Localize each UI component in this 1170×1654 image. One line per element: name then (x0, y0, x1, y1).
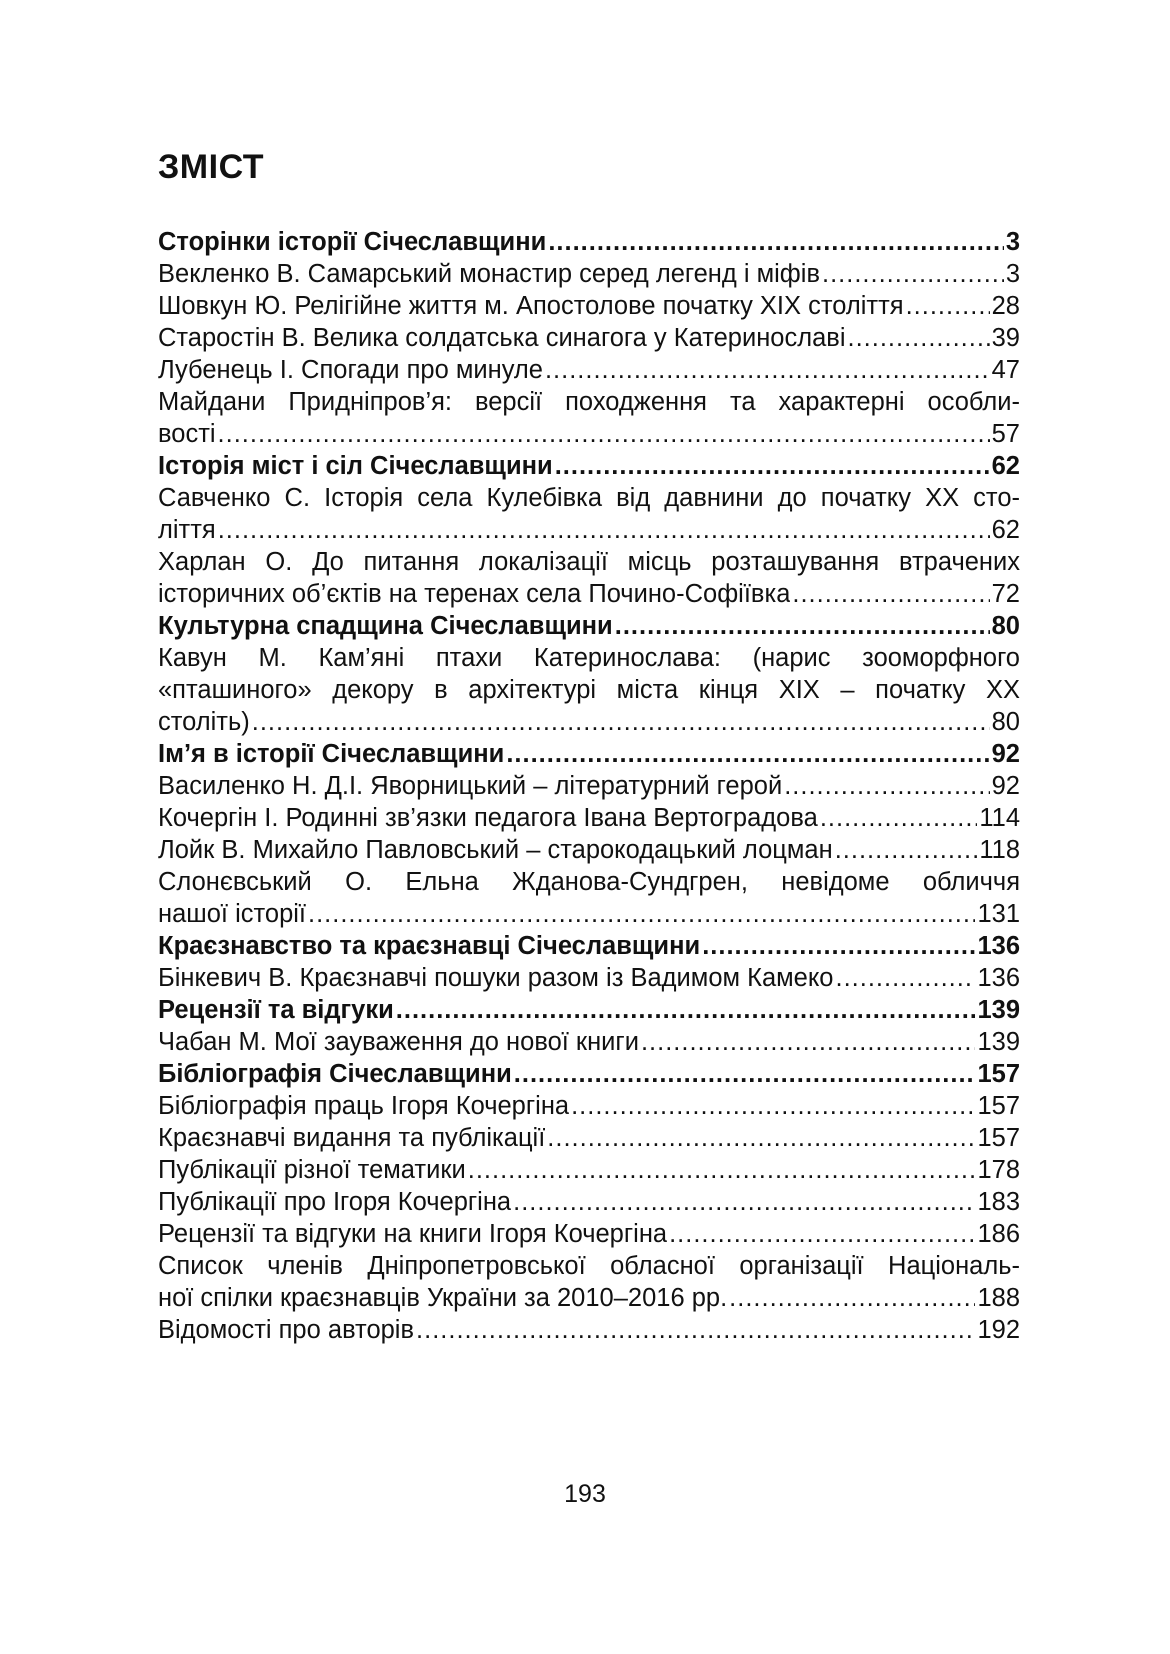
toc-page-number: 157 (977, 1092, 1020, 1120)
dot-leader (416, 1314, 975, 1346)
toc-section-title: Бібліографія Січеславщини (158, 1060, 512, 1088)
toc-entry-title: Векленко В. Самарський монастир серед легенд і міфів (158, 260, 820, 288)
toc-page-number: 192 (977, 1316, 1020, 1344)
toc-line (158, 546, 1020, 578)
toc-line (158, 1058, 1020, 1090)
toc-entry-title: Рецензії та відгуки на книги Ігоря Кочергіна (158, 1220, 668, 1248)
toc-entry (158, 354, 1020, 386)
toc-page-number: 28 (991, 292, 1020, 320)
toc-entry-title: Публікації різної тематики (158, 1156, 466, 1184)
toc-line (158, 1250, 1020, 1282)
dot-leader (820, 802, 978, 834)
toc-line (158, 610, 1020, 642)
dot-leader (641, 1026, 975, 1058)
toc-line (158, 290, 1020, 322)
toc-section-title: Сторінки історії Січеславщини (158, 228, 547, 256)
toc-line (158, 674, 1020, 706)
dot-leader (547, 1122, 975, 1154)
dot-leader (836, 962, 976, 994)
dot-leader (555, 450, 990, 482)
toc-line (158, 1282, 1020, 1314)
dot-leader (514, 1058, 976, 1090)
toc-entry-title: Лубенець І. Спогади про минуле (158, 356, 543, 384)
toc-entry (158, 770, 1020, 802)
toc-page-number: 47 (991, 356, 1020, 384)
toc-entry-title: Слонєвський О. Ельна Жданова-Сундгрен, невідоме обличчя (158, 868, 1020, 896)
toc-section (158, 226, 1020, 258)
toc-entry (158, 290, 1020, 322)
toc-section (158, 610, 1020, 642)
toc-entry-title: вості (158, 420, 216, 448)
toc-page-number: 62 (991, 452, 1020, 480)
toc-page-number: 80 (991, 708, 1020, 736)
dot-leader (835, 834, 978, 866)
dot-leader (548, 226, 1004, 258)
toc-entry-title: ної спілки краєзнавців України за 2010–2016 рр. (158, 1284, 728, 1312)
toc-section-title: Культурна спадщина Січеславщини (158, 612, 613, 640)
toc-section (158, 738, 1020, 770)
toc-page-number: 80 (991, 612, 1020, 640)
dot-leader (729, 1282, 975, 1314)
toc-section (158, 930, 1020, 962)
toc-page-number: 62 (991, 516, 1020, 544)
dot-leader (506, 738, 989, 770)
toc-line (158, 258, 1020, 290)
dot-leader (218, 418, 990, 450)
toc-section (158, 450, 1020, 482)
toc-page-number: 72 (991, 580, 1020, 608)
toc-entry-title: Лойк В. Михайло Павловський – старокодацький лоцман (158, 836, 833, 864)
toc-page-number: 131 (977, 900, 1020, 928)
toc-entry-title: нашої історії (158, 900, 306, 928)
toc-entry (158, 1186, 1020, 1218)
toc-page-number: 118 (979, 836, 1020, 864)
toc-entry-title: Кочергін І. Родинні зв’язки педагога Івана Вертоградова (158, 804, 818, 832)
toc-page-number: 92 (991, 772, 1020, 800)
toc-line (158, 866, 1020, 898)
toc-entry-title: Старостін В. Велика солдатська синагога у Катеринославі (158, 324, 846, 352)
toc-page-number: 114 (979, 804, 1020, 832)
toc-entry (158, 546, 1020, 610)
toc-entry (158, 802, 1020, 834)
toc-line (158, 706, 1020, 738)
dot-leader (513, 1186, 975, 1218)
toc-entry-title: історичних об’єктів на теренах села Почино-Софіївка (158, 580, 791, 608)
toc-line (158, 450, 1020, 482)
toc-entry (158, 1122, 1020, 1154)
toc-line (158, 226, 1020, 258)
toc-entry (158, 322, 1020, 354)
toc-entry-title: Чабан М. Мої зауваження до нової книги (158, 1028, 639, 1056)
toc-line (158, 1154, 1020, 1186)
toc-entry-title: Список членів Дніпропетровської обласної організації Національ- (158, 1252, 1020, 1280)
toc-page-number: 157 (977, 1060, 1020, 1088)
dot-leader (308, 898, 975, 930)
dot-leader (906, 290, 990, 322)
toc-section-title: Ім’я в історії Січеславщини (158, 740, 505, 768)
toc-entry-title: Відомості про авторів (158, 1316, 415, 1344)
toc-line (158, 834, 1020, 866)
toc-entry (158, 1314, 1020, 1346)
toc-entry (158, 1154, 1020, 1186)
toc-line (158, 1186, 1020, 1218)
dot-leader (615, 610, 990, 642)
table-of-contents (158, 226, 1020, 1346)
dot-leader (218, 514, 990, 546)
dot-leader (669, 1218, 975, 1250)
dot-leader (252, 706, 990, 738)
toc-line (158, 418, 1020, 450)
toc-entry (158, 962, 1020, 994)
toc-entry (158, 482, 1020, 546)
toc-line (158, 898, 1020, 930)
toc-entry-title: ліття (158, 516, 216, 544)
dot-leader (545, 354, 990, 386)
toc-entry (158, 642, 1020, 738)
toc-line (158, 1218, 1020, 1250)
dot-leader (822, 258, 1004, 290)
toc-entry-title: Шовкун Ю. Релігійне життя м. Апостолове початку ХІХ століття (158, 292, 904, 320)
toc-entry (158, 386, 1020, 450)
toc-entry (158, 866, 1020, 930)
toc-entry-title: Публікації про Ігоря Кочергіна (158, 1188, 512, 1216)
dot-leader (571, 1090, 975, 1122)
toc-section (158, 1058, 1020, 1090)
toc-line (158, 930, 1020, 962)
toc-line (158, 1026, 1020, 1058)
toc-entry-title: століть) (158, 708, 250, 736)
toc-section (158, 994, 1020, 1026)
toc-entry-title: Василенко Н. Д.І. Яворницький – літературний герой (158, 772, 783, 800)
toc-line (158, 578, 1020, 610)
toc-entry (158, 258, 1020, 290)
toc-entry-title: Бібліографія праць Ігоря Кочергіна (158, 1092, 570, 1120)
toc-section-title: Історія міст і сіл Січеславщини (158, 452, 553, 480)
toc-entry-title: Кавун М. Кам’яні птахи Катеринослава: (нарис зооморфного (158, 644, 1020, 672)
toc-entry (158, 834, 1020, 866)
toc-entry (158, 1218, 1020, 1250)
page-number: 193 (564, 1480, 606, 1508)
toc-entry-title: Бінкевич В. Краєзнавчі пошуки разом із Вадимом Камеко (158, 964, 834, 992)
toc-entry-title: «пташиного» декору в архітектурі міста кінця ХІХ – початку ХХ (158, 676, 1020, 704)
toc-line (158, 1122, 1020, 1154)
toc-page-number: 157 (977, 1124, 1020, 1152)
toc-entry (158, 1026, 1020, 1058)
toc-line (158, 1314, 1020, 1346)
toc-line (158, 322, 1020, 354)
toc-section-title: Рецензії та відгуки (158, 996, 394, 1024)
toc-entry (158, 1090, 1020, 1122)
dot-leader (784, 770, 989, 802)
dot-leader (702, 930, 975, 962)
toc-line (158, 1090, 1020, 1122)
toc-page-number: 139 (977, 996, 1020, 1024)
dot-leader (396, 994, 976, 1026)
toc-page-number: 136 (977, 932, 1020, 960)
toc-entry-title: Краєзнавчі видання та публікації (158, 1124, 546, 1152)
toc-line (158, 386, 1020, 418)
toc-page-number: 3 (1005, 260, 1020, 288)
toc-page-number: 139 (977, 1028, 1020, 1056)
toc-line (158, 482, 1020, 514)
toc-line (158, 802, 1020, 834)
toc-entry-title: Харлан О. До питання локалізації місць розташування втрачених (158, 548, 1020, 576)
toc-page-number: 3 (1005, 228, 1020, 256)
toc-entry-title: Майдани Придніпров’я: версії походження та характерні особли- (158, 388, 1020, 416)
dot-leader (792, 578, 989, 610)
toc-page-number: 178 (977, 1156, 1020, 1184)
toc-line (158, 738, 1020, 770)
toc-page-number: 186 (977, 1220, 1020, 1248)
toc-page-number: 39 (991, 324, 1020, 352)
toc-page-number: 92 (991, 740, 1020, 768)
toc-line (158, 642, 1020, 674)
toc-line (158, 514, 1020, 546)
toc-line (158, 994, 1020, 1026)
dot-leader (847, 322, 989, 354)
toc-page-number: 136 (977, 964, 1020, 992)
toc-line (158, 962, 1020, 994)
toc-page-number: 188 (977, 1284, 1020, 1312)
toc-page-number: 183 (977, 1188, 1020, 1216)
toc-entry (158, 1250, 1020, 1314)
page-title: ЗМІСТ (158, 148, 265, 186)
toc-section-title: Краєзнавство та краєзнавці Січеславщини (158, 932, 701, 960)
toc-line (158, 770, 1020, 802)
toc-line (158, 354, 1020, 386)
dot-leader (468, 1154, 976, 1186)
toc-entry-title: Савченко С. Історія села Кулебівка від давнини до початку ХХ сто- (158, 484, 1020, 512)
toc-page-number: 57 (991, 420, 1020, 448)
